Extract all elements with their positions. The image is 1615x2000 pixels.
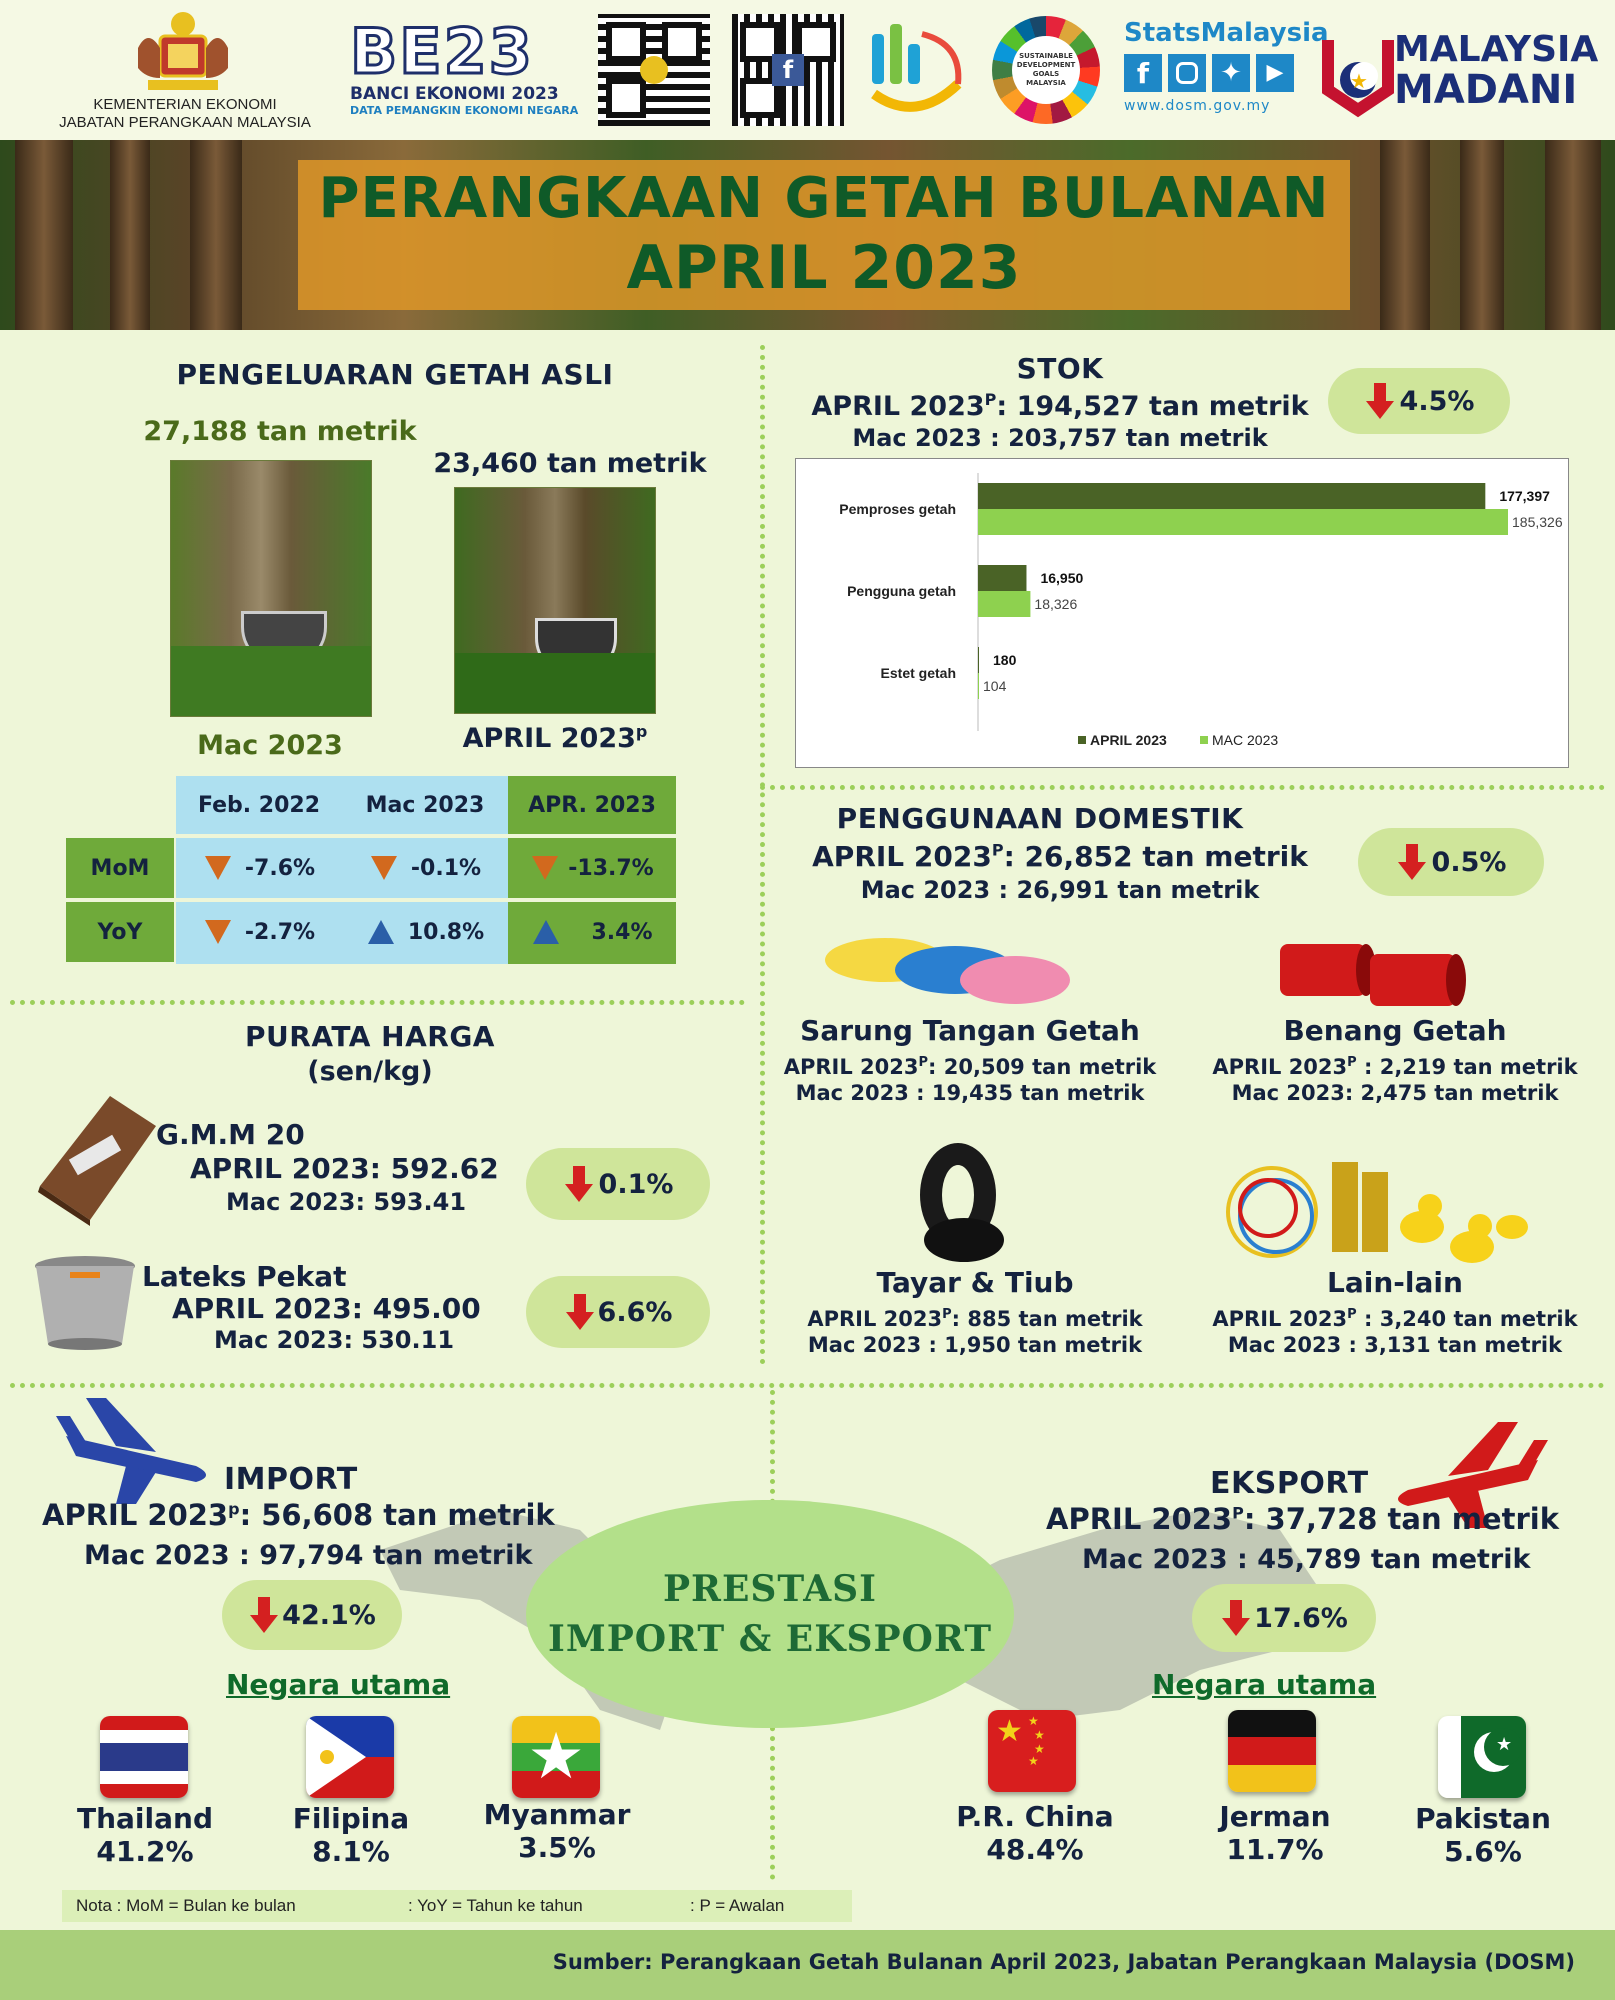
trade-performance-ellipse	[526, 1500, 1014, 1728]
arrow-down-icon	[248, 1595, 280, 1635]
triangle-up-icon	[366, 918, 396, 946]
arrow-down-icon	[564, 1292, 596, 1332]
notes-bar	[62, 1890, 852, 1922]
title-line-1: PERANGKAAN GETAH BULANAN	[318, 166, 1330, 231]
rubber-thread-image	[1270, 940, 1490, 1012]
stock-change: 4.5%	[1399, 385, 1475, 417]
madani-line-2: MADANI	[1394, 67, 1578, 113]
arrow-down-icon	[1364, 381, 1396, 421]
sdg-label: SUSTAINABLE DEVELOPMENT GOALS MALAYSIA	[1016, 52, 1076, 87]
country-share: 5.6%	[1444, 1835, 1522, 1868]
source-text: Sumber: Perangkaan Getah Bulanan April 2023, Jabatan Perangkaan Malaysia (DOSM)	[552, 1950, 1575, 1974]
chart-legend-label: APRIL 2023	[1090, 732, 1167, 748]
header	[0, 0, 1615, 140]
chart-data-label: 18,326	[1034, 596, 1078, 612]
gloves-name: Sarung Tangan Getah	[800, 1014, 1140, 1047]
mom-feb-2022: -7.6%	[244, 855, 316, 881]
thread-apr-value: : 2,219 tan metrik	[1356, 1055, 1578, 1079]
table-row	[342, 902, 508, 962]
facebook-icon[interactable]: f	[1124, 54, 1162, 92]
domestic-mar-line: Mac 2023 : 26,991 tan metrik	[860, 876, 1260, 904]
gmm-change-badge	[526, 1148, 710, 1220]
germany-flag-icon	[1228, 1710, 1316, 1792]
stock-apr-line	[780, 390, 1340, 422]
mom-apr-2023: -13.7%	[568, 855, 654, 881]
table-header-col-3: APR. 2023	[508, 776, 676, 834]
rubber-gloves-image	[815, 920, 1075, 1020]
others-apr-label: APRIL 2023	[1212, 1307, 1348, 1331]
other-rubber-products-image	[1222, 1152, 1532, 1282]
country-share: 8.1%	[312, 1835, 390, 1868]
chart-bar-mac	[978, 673, 979, 699]
table-header-col-1: Feb. 2022	[176, 776, 342, 834]
country-name: Jerman	[1219, 1800, 1331, 1833]
import-countries-heading: Negara utama	[226, 1668, 451, 1701]
gloves-apr-value: : 20,509 tan metrik	[928, 1055, 1157, 1079]
chart-bar-mac	[978, 591, 1030, 617]
table-row	[176, 902, 342, 962]
qr-code-census[interactable]	[598, 14, 710, 126]
tyre-apr-label: APRIL 2023	[807, 1307, 943, 1331]
latex-apr: APRIL 2023: 495.00	[172, 1292, 481, 1325]
chart-category-label: Pengguna getah	[847, 583, 956, 599]
stock-bar-chart	[795, 458, 1569, 768]
chart-legend-swatch	[1078, 736, 1086, 744]
others-mar: Mac 2023 : 3,131 tan metrik	[1227, 1333, 1563, 1357]
note-p: : P = Awalan	[690, 1896, 785, 1915]
latex-mar: Mac 2023: 530.11	[214, 1326, 455, 1354]
gloves-mar: Mac 2023 : 19,435 tan metrik	[795, 1081, 1145, 1105]
table-row	[342, 838, 508, 898]
production-mar-value: 27,188 tan metrik	[143, 416, 417, 447]
census-title: BANCI EKONOMI 2023	[350, 84, 559, 104]
others-name: Lain-lain	[1327, 1266, 1463, 1299]
export-country-2	[1180, 1800, 1370, 1866]
coat-of-arms-logo	[128, 8, 238, 98]
export-change-badge	[1192, 1584, 1376, 1652]
country-name: Myanmar	[483, 1798, 631, 1831]
arrow-down-icon	[1396, 842, 1428, 882]
madani-line-1: MALAYSIA	[1394, 29, 1599, 70]
table-row-label-mom: MoM	[66, 838, 174, 898]
stats-url[interactable]: www.dosm.gov.my	[1124, 98, 1271, 114]
divider-left-mid	[10, 1000, 745, 1005]
instagram-icon[interactable]	[1168, 54, 1206, 92]
country-name: Pakistan	[1415, 1802, 1551, 1835]
tyre-image	[908, 1140, 1008, 1270]
chart-bar-april	[978, 647, 979, 673]
twitter-icon[interactable]: ✦	[1212, 54, 1250, 92]
gloves-apr-label: APRIL 2023	[783, 1055, 919, 1079]
export-mar-line: Mac 2023 : 45,789 tan metrik	[1082, 1544, 1531, 1575]
country-share: 41.2%	[96, 1835, 194, 1868]
production-apr-text: APRIL 2023	[462, 723, 636, 754]
import-apr-line	[42, 1498, 602, 1532]
country-share: 11.7%	[1226, 1833, 1324, 1866]
import-country-1	[50, 1802, 240, 1868]
thread-apr-label: APRIL 2023	[1212, 1055, 1348, 1079]
import-mar-line: Mac 2023 : 97,794 tan metrik	[84, 1540, 533, 1571]
production-apr-sup: p	[635, 722, 648, 741]
import-apr-label: APRIL 2023	[42, 1498, 229, 1532]
arrow-down-icon	[563, 1164, 595, 1204]
table-row	[508, 902, 676, 962]
production-growth-table	[66, 776, 678, 966]
gloves-item	[775, 1014, 1165, 1105]
import-apr-sup: p	[228, 1499, 240, 1519]
census-logo	[350, 15, 590, 130]
airplane-import-icon	[56, 1396, 216, 1506]
domestic-change: 0.5%	[1431, 846, 1507, 878]
production-apr-value: 23,460 tan metrik	[433, 448, 707, 479]
production-apr-label	[430, 722, 680, 754]
thread-name: Benang Getah	[1283, 1014, 1507, 1047]
agency-line-2: JABATAN PERANGKAAN MALAYSIA	[59, 114, 311, 131]
myanmar-flag-icon: ★	[512, 1716, 600, 1798]
gmm-mar: Mac 2023: 593.41	[226, 1188, 467, 1216]
import-change-badge	[222, 1580, 402, 1650]
table-header-col-2: Mac 2023	[342, 776, 508, 834]
yoy-feb-2022: -2.7%	[244, 919, 316, 945]
import-apr-value: : 56,608 tan metrik	[239, 1498, 555, 1532]
thread-item	[1200, 1014, 1590, 1105]
price-heading: PURATA HARGA	[245, 1020, 495, 1053]
latex-change-badge	[526, 1276, 710, 1348]
domestic-apr-line	[780, 840, 1340, 873]
triangle-up-icon	[531, 918, 561, 946]
malaysia-madani-logo	[1318, 20, 1608, 125]
rubber-tapping-photo-mar	[170, 460, 372, 717]
gmm-name: G.M.M 20	[156, 1118, 305, 1151]
country-name: Thailand	[77, 1802, 213, 1835]
import-change: 42.1%	[282, 1599, 376, 1631]
china-flag-icon: ★ ★ ★ ★ ★	[988, 1710, 1076, 1792]
title-line-2: APRIL 2023	[626, 233, 1022, 303]
sdg-wheel-logo	[992, 16, 1100, 124]
stock-chart-svg	[796, 459, 1568, 767]
yoy-mar-2023: 10.8%	[407, 919, 485, 945]
chart-data-label: 104	[983, 678, 1007, 694]
gloves-apr: APRIL $2023^P$: 20,509 tan metrik	[783, 1055, 1157, 1079]
export-countries-heading: Negara utama	[1152, 1668, 1377, 1701]
chart-category-label: Estet getah	[880, 665, 956, 681]
rubber-block-image	[30, 1086, 160, 1226]
chart-legend-swatch	[1200, 736, 1208, 744]
svg-text:★: ★	[1350, 69, 1368, 93]
price-unit: (sen/kg)	[307, 1056, 433, 1087]
chart-data-label: 16,950	[1040, 570, 1084, 586]
export-country-1	[930, 1800, 1140, 1866]
census-tagline: DATA PEMANGKIN EKONOMI NEGARA	[350, 104, 579, 117]
domestic-heading: PENGGUNAAN DOMESTIK	[836, 802, 1244, 835]
youtube-icon[interactable]: ▶	[1256, 54, 1294, 92]
triangle-down-icon	[203, 854, 233, 882]
latex-change: 6.6%	[597, 1296, 673, 1328]
domestic-change-badge	[1358, 828, 1544, 896]
pakistan-flag-icon: ★	[1438, 1716, 1526, 1798]
country-name: P.R. China	[956, 1800, 1114, 1833]
import-heading: IMPORT	[224, 1462, 358, 1497]
country-share: 48.4%	[986, 1833, 1084, 1866]
chart-category-label: Pemproses getah	[839, 501, 956, 517]
production-mar-label: Mac 2023	[197, 730, 343, 761]
production-heading: PENGELUARAN GETAH ASLI	[176, 358, 614, 391]
domestic-apr-sup: P	[991, 840, 1004, 860]
stock-mar-line: Mac 2023 : 203,757 tan metrik	[852, 424, 1268, 452]
stock-change-badge	[1328, 368, 1510, 434]
thread-apr: APRIL $2023^P$ : 2,219 tan metrik	[1212, 1055, 1578, 1079]
mom-mar-2023: -0.1%	[410, 855, 482, 881]
tyre-apr-value: : 885 tan metrik	[951, 1307, 1143, 1331]
import-country-2	[256, 1802, 446, 1868]
thailand-flag-icon	[100, 1716, 188, 1798]
chart-bar-mac	[978, 509, 1508, 535]
agency-line-1: KEMENTERIAN EKONOMI	[93, 96, 277, 113]
tyre-name: Tayar & Tiub	[876, 1266, 1074, 1299]
stock-apr-value: : 194,527 tan metrik	[996, 391, 1309, 422]
tyre-apr: APRIL $2023^P$: 885 tan metrik	[807, 1307, 1143, 1331]
triangle-down-icon	[203, 918, 233, 946]
statistics-day-logo	[862, 14, 970, 124]
qr-code-facebook[interactable]	[732, 14, 844, 126]
yoy-apr-2023: 3.4%	[591, 919, 653, 945]
country-name: Filipina	[292, 1802, 410, 1835]
title-box	[298, 160, 1350, 310]
source-bar	[0, 1930, 1615, 2000]
chart-bar-april	[978, 565, 1026, 591]
center-line-2: IMPORT & EKSPORT	[548, 1618, 992, 1660]
table-row	[508, 838, 676, 898]
chart-bar-april	[978, 483, 1485, 509]
export-apr-sup: P	[1232, 1503, 1244, 1523]
census-logo-mark: BE23	[350, 15, 534, 88]
rubber-tapping-photo-apr	[454, 487, 656, 714]
center-line-1: PRESTASI	[662, 1568, 877, 1610]
stock-heading: STOK	[1016, 352, 1104, 385]
country-share: 3.5%	[518, 1831, 596, 1864]
stock-apr-sup: P	[984, 390, 997, 409]
facebook-icon: f	[772, 54, 804, 86]
stats-malaysia-brand	[1124, 18, 1329, 128]
export-heading: EKSPORT	[1210, 1466, 1369, 1501]
export-change: 17.6%	[1254, 1602, 1348, 1634]
divider-vertical-top	[760, 345, 765, 1365]
others-apr-value: : 3,240 tan metrik	[1356, 1307, 1578, 1331]
note-yoy: : YoY = Tahun ke tahun	[408, 1896, 583, 1915]
gmm-change: 0.1%	[598, 1168, 674, 1200]
note-mom: Nota : MoM = Bulan ke bulan	[76, 1896, 296, 1915]
export-apr-label: APRIL 2023	[1046, 1502, 1233, 1536]
philippines-flag-icon	[306, 1716, 394, 1798]
export-apr-value: : 37,728 tan metrik	[1243, 1502, 1559, 1536]
domestic-apr-label: APRIL 2023	[812, 840, 992, 873]
chart-legend-label: MAC 2023	[1212, 732, 1279, 748]
tyre-mar: Mac 2023 : 1,950 tan metrik	[807, 1333, 1143, 1357]
stats-brand-name: StatsMalaysia	[1124, 18, 1329, 48]
export-apr-line	[1046, 1502, 1606, 1536]
stock-apr-label: APRIL 2023	[811, 391, 985, 422]
triangle-down-icon	[369, 854, 399, 882]
import-country-3	[462, 1798, 652, 1864]
others-apr: APRIL $2023^P$ : 3,240 tan metrik	[1212, 1307, 1578, 1331]
triangle-down-icon	[530, 854, 560, 882]
latex-bucket-image	[30, 1252, 140, 1352]
table-row-label-yoy: YoY	[66, 902, 174, 962]
others-item	[1200, 1266, 1590, 1357]
chart-data-label: 177,397	[1499, 488, 1550, 504]
thread-mar: Mac 2023: 2,475 tan metrik	[1231, 1081, 1559, 1105]
latex-name: Lateks Pekat	[142, 1260, 347, 1293]
gmm-apr: APRIL 2023: 592.62	[190, 1152, 499, 1185]
chart-data-label: 185,326	[1512, 514, 1563, 530]
divider-bottom	[10, 1383, 1605, 1388]
divider-right-mid	[760, 785, 1605, 790]
domestic-apr-value: : 26,852 tan metrik	[1003, 840, 1308, 873]
export-country-3	[1388, 1802, 1578, 1868]
table-row	[176, 838, 342, 898]
arrow-down-icon	[1220, 1598, 1252, 1638]
chart-data-label: 180	[993, 652, 1017, 668]
tyre-item	[780, 1266, 1170, 1357]
